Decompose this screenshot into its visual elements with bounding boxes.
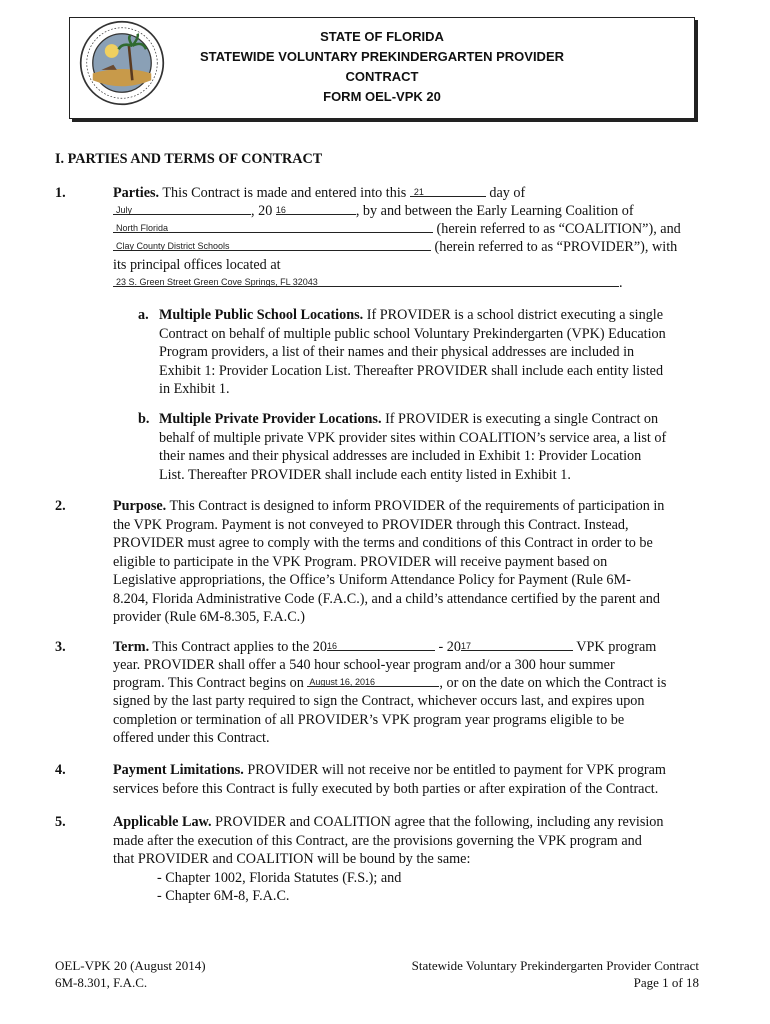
item-3-line-3: [113, 674, 666, 692]
year-field[interactable]: [276, 202, 356, 215]
month-value: July: [116, 205, 133, 215]
item-5-bullet-1: - Chapter 1002, Florida Statutes (F.S.); and: [157, 869, 402, 886]
item-2-line-5: Legislative appropriations, the Office’s Uniform Attendance Policy for Payment (Rule 6M-: [113, 572, 631, 588]
header-program-title: STATEWIDE VOLUNTARY PREKINDERGARTEN PROVIDER: [199, 49, 565, 64]
item-3-text-5: , or on the date on which the Contract is: [439, 675, 667, 691]
month-field[interactable]: [113, 202, 251, 215]
item-4-text: [113, 761, 713, 798]
item-2-line-7: provider (Rule 6M-8.305, F.A.C.): [113, 609, 305, 625]
item-3-text-3: VPK program: [576, 639, 657, 655]
item-1b-line-2: behalf of multiple private VPK provider sites within COALITION’s service area, a list of: [159, 429, 667, 446]
year-value: 16: [275, 205, 286, 215]
header-form-number: FORM OEL-VPK 20: [323, 89, 441, 104]
item-2-text: [113, 497, 713, 627]
item-5-heading: Applicable Law.: [113, 814, 212, 830]
item-3-line-6: offered under this Contract.: [113, 730, 270, 746]
item-3-text-4: program. This Contract begins on: [113, 675, 304, 691]
item-3-line-5: completion or termination of all PROVIDER’s VPK program year programs eligible to be: [113, 711, 625, 728]
item-1-line-5: its principal offices located at: [113, 257, 281, 273]
form-header: [69, 17, 695, 119]
item-1a-line-3: Program providers, a list of their names and their physical addresses are included in: [159, 344, 635, 360]
footer-document-title: Statewide Voluntary Prekindergarten Provider Contract: [411, 958, 699, 973]
item-1-line-2: [113, 202, 634, 220]
item-1b-line-4: List. Thereafter PROVIDER shall include each entity listed in Exhibit 1.: [159, 466, 571, 483]
item-1-line-6: [113, 274, 623, 292]
item-5-number: 5.: [55, 814, 66, 830]
begin-date-field[interactable]: [307, 674, 439, 687]
end-year-value: 17: [461, 641, 472, 651]
item-3-line-2: year. PROVIDER shall offer a 540 hour school-year program and/or a 300 hour summer: [113, 657, 615, 673]
item-1b-label: b.: [138, 411, 150, 427]
item-1-text-4: , by and between the Early Learning Coalition of: [355, 203, 634, 219]
item-2-number: 2.: [55, 498, 66, 514]
footer-form-version: OEL-VPK 20 (August 2014): [55, 958, 206, 973]
item-1a-heading: Multiple Public School Locations.: [159, 307, 364, 323]
begin-date-value: August 16, 2016: [309, 677, 375, 687]
item-5-bullet-2: - Chapter 6M-8, F.A.C.: [157, 888, 290, 904]
item-1b-text: [159, 410, 719, 484]
header-contract-title: CONTRACT: [345, 69, 419, 84]
footer-rule-reference: 6M-8.301, F.A.C.: [55, 975, 148, 990]
item-4-line-1: PROVIDER will not receive nor be entitled to payment for VPK program: [247, 762, 666, 778]
item-1a-line-2: Contract on behalf of multiple public school Voluntary Prekindergarten (VPK) Education: [159, 325, 666, 342]
item-1-line-4: [113, 238, 677, 256]
item-2-line-3: PROVIDER must agree to comply with the terms and conditions of this Contract in order to be: [113, 535, 653, 551]
item-3-number: 3.: [55, 639, 66, 655]
item-1b-heading: Multiple Private Provider Locations.: [159, 411, 382, 427]
provider-field[interactable]: [113, 238, 431, 251]
item-2-line-2: the VPK Program. Payment is not conveyed to PROVIDER through this Contract. Instead,: [113, 516, 629, 533]
item-5-line-1: PROVIDER and COALITION agree that the following, including any revision: [215, 814, 664, 830]
item-1a-label: a.: [138, 307, 149, 323]
item-1-text-8: .: [619, 275, 623, 291]
item-1-text-1: This Contract is made and entered into this: [162, 185, 407, 201]
item-1-text-2: day of: [489, 185, 526, 201]
item-4-line-2: services before this Contract is fully executed by both parties or after expiration of the Contract.: [113, 780, 659, 797]
coalition-field[interactable]: [113, 220, 433, 233]
day-value: 21: [413, 187, 424, 197]
item-5-line-3: that PROVIDER and COALITION will be bound by the same:: [113, 851, 471, 867]
item-1-number: 1.: [55, 185, 66, 201]
footer-page-number: Page 1 of 18: [633, 975, 699, 990]
item-1-heading: Parties.: [113, 185, 160, 201]
item-1b-line-3: their names and their physical addresses are included in Exhibit 1: Provider Location: [159, 448, 642, 464]
item-1-text-3: , 20: [251, 203, 273, 219]
item-4-number: 4.: [55, 762, 66, 778]
item-1-text-5: (herein referred to as “COALITION”), and: [436, 221, 681, 237]
item-3-text-1: This Contract applies to the 20: [152, 639, 327, 655]
day-field[interactable]: [410, 184, 486, 197]
end-year-field[interactable]: [461, 638, 573, 651]
item-1-text-6: (herein referred to as “PROVIDER”), with: [434, 239, 678, 255]
item-5-line-2: made after the execution of this Contract, are the provisions governing the VPK program and: [113, 832, 642, 849]
header-state-title: STATE OF FLORIDA: [320, 29, 444, 44]
item-1a-line-4: Exhibit 1: Provider Location List. Thereafter PROVIDER shall include each entity listed: [159, 362, 664, 379]
footer-right: [412, 957, 699, 991]
start-year-value: 16: [326, 641, 337, 651]
item-1a-text: [159, 306, 719, 399]
coalition-value: North Florida: [116, 223, 169, 233]
footer-left: [55, 957, 206, 991]
item-2-line-4: eligible to participate in the VPK Program. PROVIDER will receive payment based on: [113, 553, 608, 570]
address-field[interactable]: [113, 274, 619, 287]
address-value: 23 S. Green Street Green Cove Springs, FL 32043: [116, 277, 318, 287]
item-1-line-1: [113, 184, 525, 202]
item-3-text-2: - 20: [438, 639, 461, 655]
start-year-field[interactable]: [327, 638, 435, 651]
item-2-line-6: 8.204, Florida Administrative Code (F.A.C.), and a child’s attendance certified by the parent and: [113, 590, 660, 607]
item-3-line-1: [113, 638, 656, 656]
item-3-line-4: signed by the last party required to sign the Contract, whichever occurs last, and expires upon: [113, 693, 645, 709]
item-2-line-1: This Contract is designed to inform PROVIDER of the requirements of participation in: [169, 498, 665, 514]
item-1-line-3: [113, 220, 681, 238]
item-1a-line-5: in Exhibit 1.: [159, 381, 230, 397]
section-title: I. PARTIES AND TERMS OF CONTRACT: [55, 151, 323, 167]
provider-value: Clay County District Schools: [116, 241, 230, 251]
item-2-heading: Purpose.: [113, 498, 167, 514]
item-4-heading: Payment Limitations.: [113, 762, 244, 778]
item-3-rest: [113, 692, 713, 748]
item-1b-line-1: If PROVIDER is executing a single Contract on: [385, 411, 659, 427]
item-5-text: [113, 813, 713, 906]
item-1a-line-1: If PROVIDER is a school district executing a single: [366, 307, 664, 323]
item-3-heading: Term.: [113, 639, 150, 655]
